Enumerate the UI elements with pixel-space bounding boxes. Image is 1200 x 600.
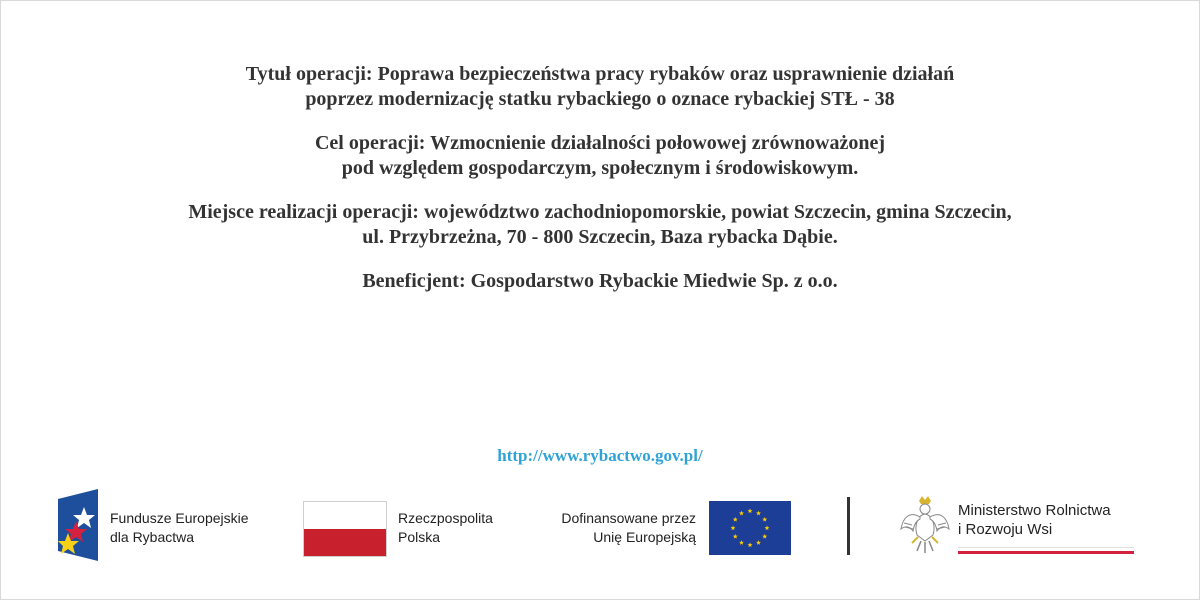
- rzeczpospolita-label: [398, 509, 493, 547]
- operation-location-line-1: Miejsce realizacji operacji: województwo zachodniopomorskie, powiat Szczecin, gmina Szczecin,: [188, 201, 1012, 223]
- operation-title-line-2: poprzez modernizację statku rybackiego o oznace rybackiej STŁ - 38: [305, 88, 895, 110]
- eu-flag-icon: [709, 501, 791, 555]
- fundusze-line-2: dla Rybactwa: [110, 529, 195, 545]
- polish-flag-icon: [303, 501, 387, 557]
- ministerstwo-line-1: Ministerstwo Rolnictwa: [958, 502, 1111, 519]
- dofinansowane-label: [520, 509, 696, 547]
- dofinansowane-line-1: Dofinansowane przez: [561, 510, 696, 526]
- operation-title-paragraph: [0, 62, 1200, 112]
- ministerstwo-line-2: i Rozwoju Wsi: [958, 521, 1053, 538]
- white-eagle-emblem-icon: [900, 495, 950, 555]
- ministerstwo-label: [958, 501, 1111, 539]
- beneficiary-line: Beneficjent: Gospodarstwo Rybackie Miedwie Sp. z o.o.: [362, 270, 838, 292]
- fundusze-line-1: Fundusze Europejskie: [110, 510, 249, 526]
- dofinansowane-line-2: Unię Europejską: [593, 529, 696, 545]
- operation-location-line-2: ul. Przybrzeżna, 70 - 800 Szczecin, Baza rybacka Dąbie.: [362, 226, 838, 248]
- logo-bar: [0, 485, 1200, 565]
- operation-title-line-1: Tytuł operacji: Poprawa bezpieczeństwa pracy rybaków oraz usprawnienie działań: [245, 63, 955, 85]
- website-link[interactable]: http://www.rybactwo.gov.pl/: [497, 446, 703, 465]
- rzeczpospolita-line-2: Polska: [398, 529, 441, 545]
- ministerstwo-flag-line: [958, 547, 1134, 553]
- operation-goal-line-2: pod względem gospodarczym, społecznym i środowiskowym.: [341, 157, 859, 179]
- rzeczpospolita-line-1: Rzeczpospolita: [398, 510, 493, 526]
- beneficiary-paragraph: [0, 269, 1200, 294]
- information-text: [0, 62, 1200, 313]
- operation-location-paragraph: [0, 200, 1200, 250]
- fundusze-europejskie-logo-icon: [58, 489, 102, 561]
- operation-goal-paragraph: [0, 131, 1200, 181]
- fundusze-europejskie-label: [110, 509, 249, 547]
- operation-goal-line-1: Cel operacji: Wzmocnienie działalności połowowej zrównoważonej: [314, 132, 886, 154]
- logo-separator: [847, 497, 850, 555]
